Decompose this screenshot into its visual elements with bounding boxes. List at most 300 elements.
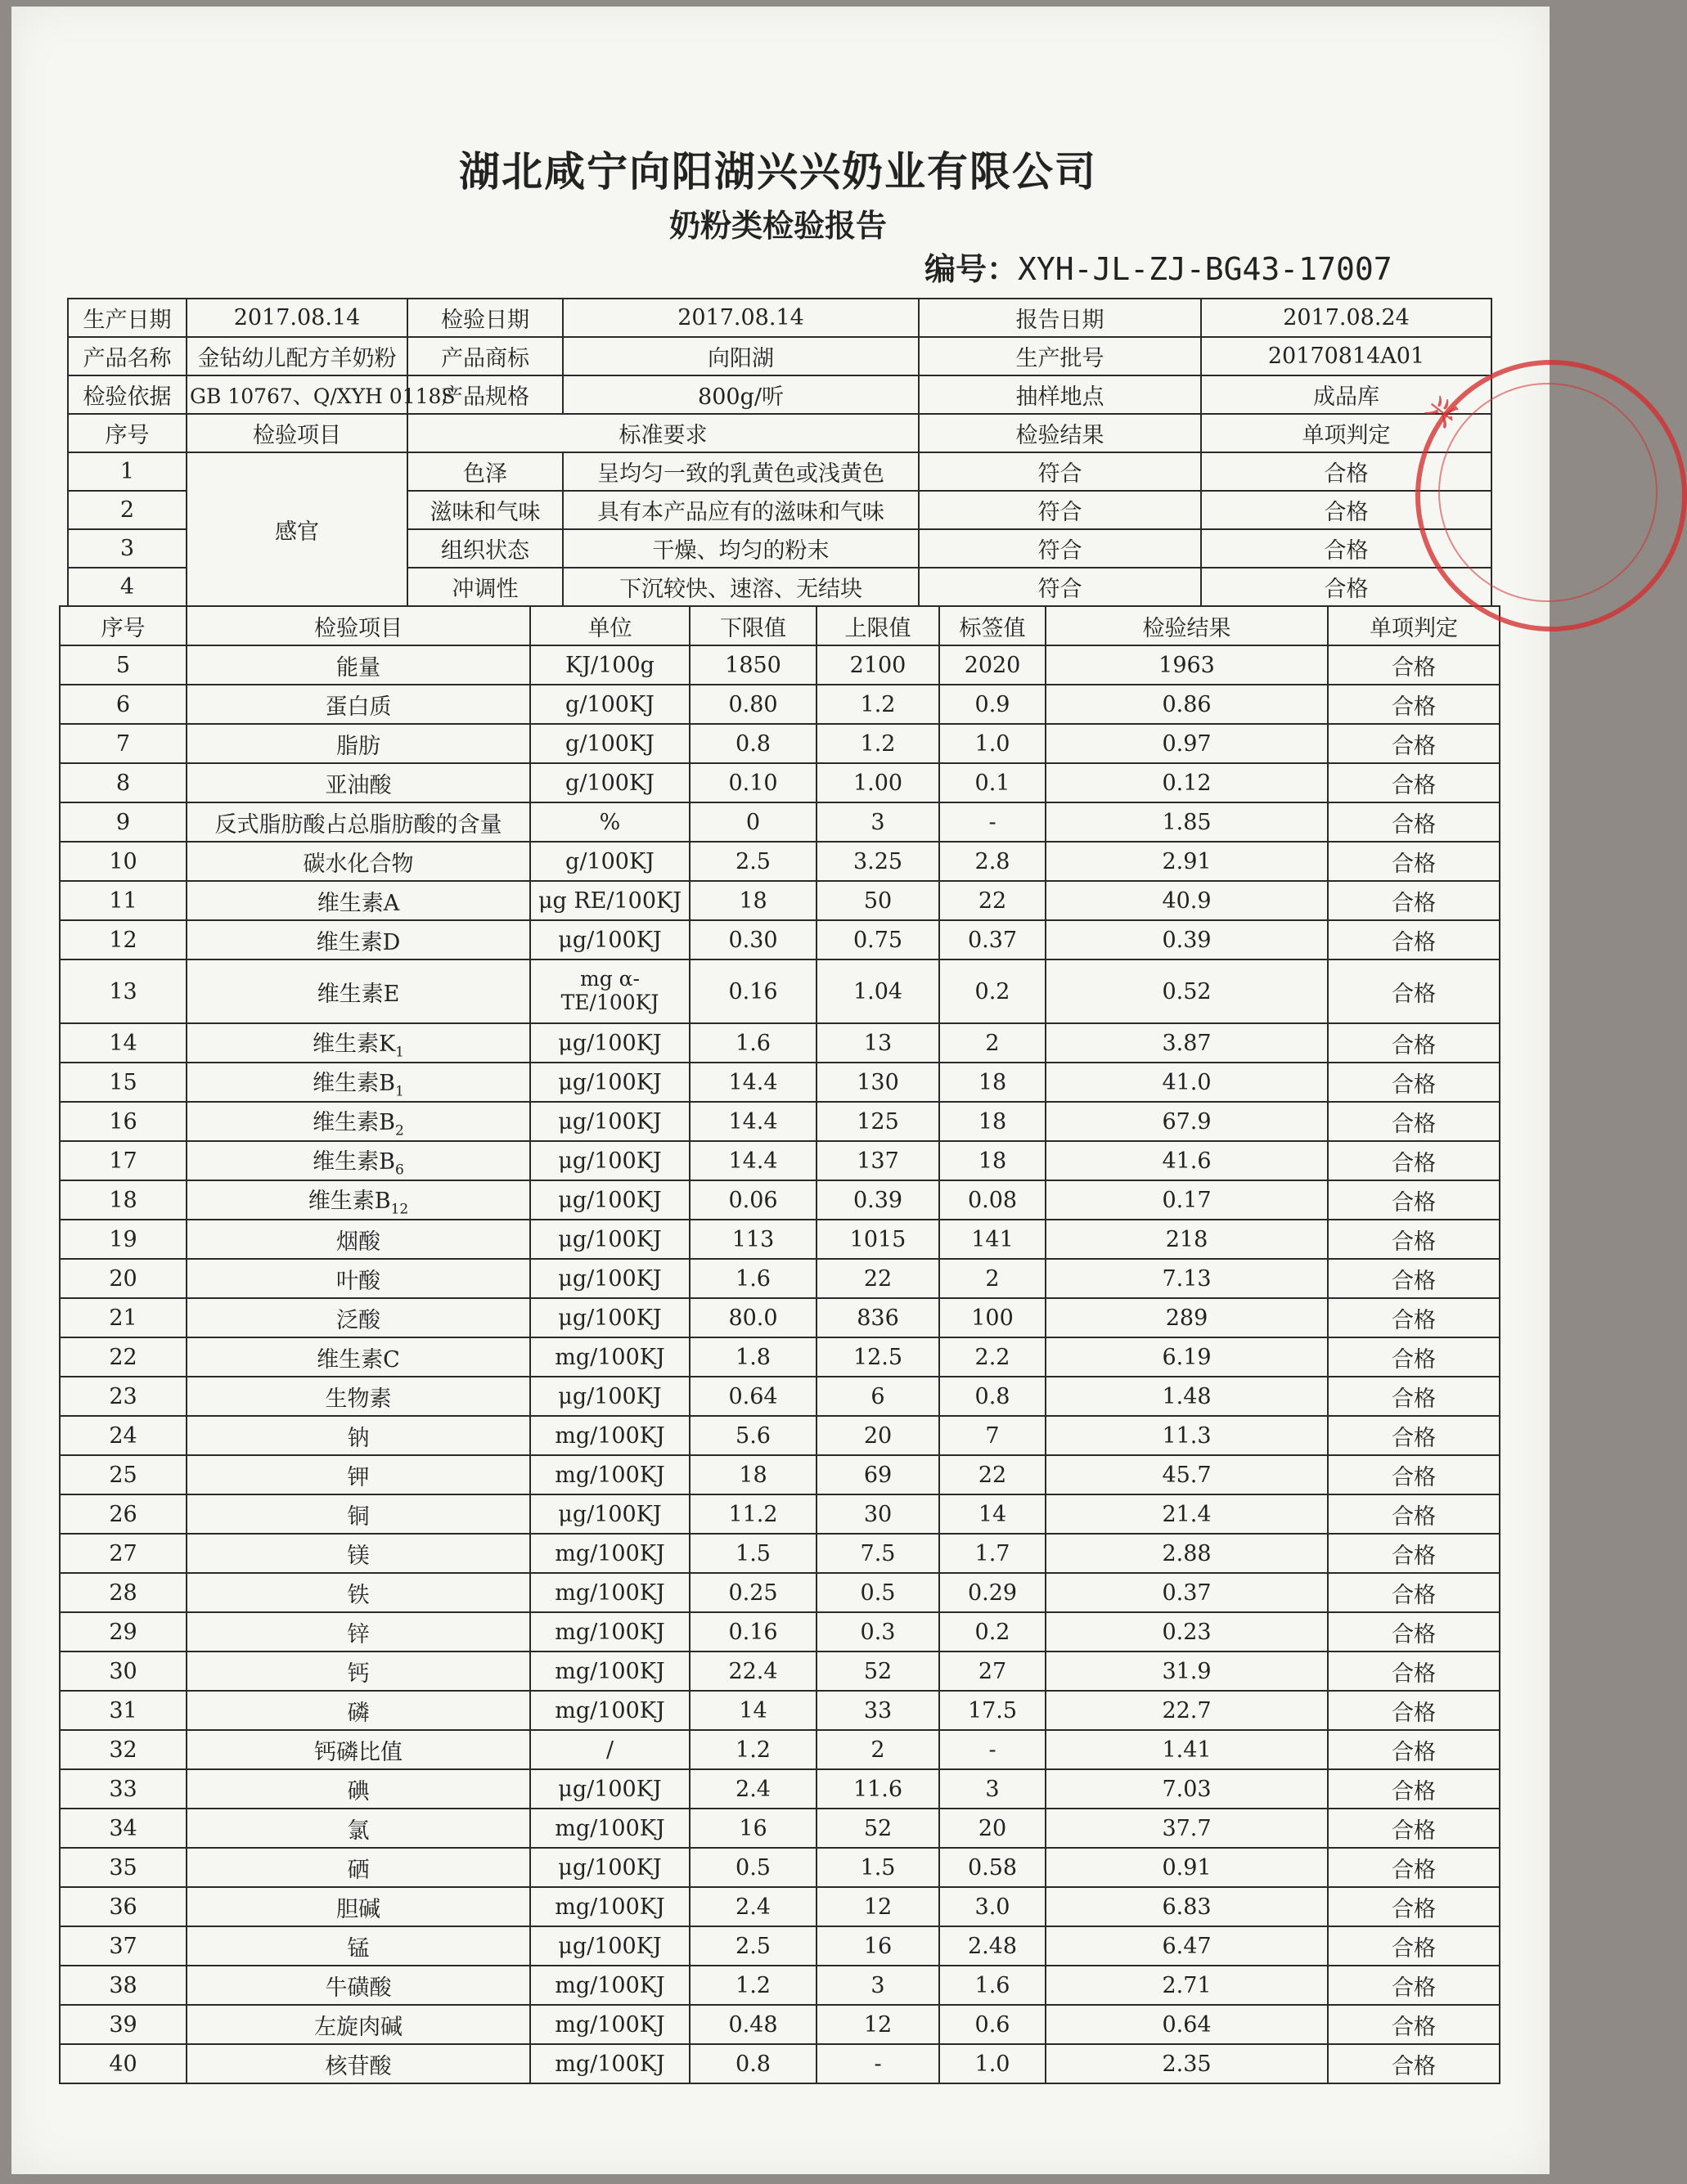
sensory-attr: 滋味和气味 [407,491,563,529]
table-row [60,1180,1500,1220]
test-result: 6.83 [1046,1887,1328,1926]
upper-limit: 13 [817,1023,939,1063]
upper-limit: 1015 [817,1220,939,1259]
test-result: 40.9 [1046,881,1328,920]
label-value: 0.9 [939,685,1046,724]
lower-limit: 5.6 [690,1416,817,1455]
label-value: 1.0 [939,724,1046,763]
header-result: 检验结果 [919,414,1201,452]
upper-limit: 836 [817,1298,939,1337]
table-row [60,1220,1500,1259]
brand-value: 向阳湖 [563,337,919,375]
item-name: 钙磷比值 [187,1730,530,1769]
label-value: 18 [939,1063,1046,1102]
label-value: 17.5 [939,1691,1046,1730]
judgment: 合格 [1328,1809,1500,1848]
table-row [60,1141,1500,1180]
header-upper: 上限值 [817,606,939,645]
report-date-label: 报告日期 [919,299,1201,337]
test-result: 0.52 [1046,959,1328,1023]
lower-limit: 0 [690,802,817,842]
item-name: 碳水化合物 [187,842,530,881]
sensory-requirement: 下沉较快、速溶、无结块 [563,568,919,606]
lower-limit: 0.48 [690,2005,817,2044]
upper-limit: 3 [817,802,939,842]
label-value: 7 [939,1416,1046,1455]
judgment: 合格 [1328,959,1500,1023]
item-name: 锰 [187,1926,530,1966]
unit: μg/100KJ [530,1023,690,1063]
lower-limit: 1.5 [690,1534,817,1573]
sensory-requirement: 具有本产品应有的滋味和气味 [563,491,919,529]
table-row [60,1848,1500,1887]
label-value: 22 [939,881,1046,920]
row-no: 23 [60,1377,187,1416]
row-no: 31 [60,1691,187,1730]
judgment: 合格 [1328,724,1500,763]
nutrition-header-row [60,606,1500,645]
unit: μg RE/100KJ [530,881,690,920]
unit: μg/100KJ [530,1377,690,1416]
row-no: 10 [60,842,187,881]
judgment: 合格 [1328,842,1500,881]
test-result: 3.87 [1046,1023,1328,1063]
unit: mg/100KJ [530,1612,690,1651]
table-row [60,1534,1500,1573]
table-row [60,1612,1500,1651]
row-no: 5 [60,645,187,685]
upper-limit: 20 [817,1416,939,1455]
company-seal-stamp [1415,360,1687,631]
label-value: 27 [939,1651,1046,1691]
lower-limit: 14.4 [690,1141,817,1180]
unit: mg/100KJ [530,1651,690,1691]
item-name [187,1023,530,1063]
label-value: 0.8 [939,1377,1046,1416]
row-no: 35 [60,1848,187,1887]
row-no: 36 [60,1887,187,1926]
table-row [60,802,1500,842]
row-no: 19 [60,1220,187,1259]
header-judgment: 单项判定 [1201,414,1491,452]
test-result: 6.47 [1046,1926,1328,1966]
judgment: 合格 [1328,2044,1500,2083]
table-row [60,1494,1500,1534]
upper-limit: 0.3 [817,1612,939,1651]
judgment: 合格 [1328,1063,1500,1102]
header-no: 序号 [60,606,187,645]
header-unit: 单位 [530,606,690,645]
judgment: 合格 [1328,1848,1500,1887]
upper-limit: 6 [817,1377,939,1416]
table-row [60,2044,1500,2083]
table-row [60,920,1500,959]
lower-limit: 22.4 [690,1651,817,1691]
label-value: 0.6 [939,2005,1046,2044]
item-name-base: 维生素B [313,1148,395,1175]
header-lower: 下限值 [690,606,817,645]
label-value: 2.8 [939,842,1046,881]
test-result: 7.13 [1046,1259,1328,1298]
lower-limit: 0.16 [690,959,817,1023]
item-name-base: 维生素B [313,1070,395,1096]
sensory-result: 符合 [919,568,1201,606]
upper-limit: 0.5 [817,1573,939,1612]
judgment: 合格 [1328,1926,1500,1966]
upper-limit: 1.2 [817,724,939,763]
test-result: 2.35 [1046,2044,1328,2083]
row-no: 21 [60,1298,187,1337]
lower-limit: 0.06 [690,1180,817,1220]
upper-limit: 3.25 [817,842,939,881]
table-row [60,1259,1500,1298]
test-result: 2.88 [1046,1534,1328,1573]
test-result: 21.4 [1046,1494,1328,1534]
sensory-header-row [68,414,1491,452]
upper-limit: 16 [817,1926,939,1966]
unit: mg/100KJ [530,2044,690,2083]
item-name [187,1063,530,1102]
judgment: 合格 [1328,1534,1500,1573]
label-value: 100 [939,1298,1046,1337]
lower-limit: 2.5 [690,842,817,881]
lower-limit: 2.5 [690,1926,817,1966]
unit: g/100KJ [530,763,690,802]
label-value: 18 [939,1102,1046,1141]
judgment: 合格 [1328,1023,1500,1063]
table-row [60,1377,1500,1416]
label-value: 0.58 [939,1848,1046,1887]
table-row [60,1769,1500,1809]
row-no: 2 [68,491,187,529]
row-no: 11 [60,881,187,920]
lower-limit: 0.8 [690,724,817,763]
header-judgment: 单项判定 [1328,606,1500,645]
label-value: 2.2 [939,1337,1046,1377]
test-result: 0.39 [1046,920,1328,959]
unit: μg/100KJ [530,1298,690,1337]
item-name: 泛酸 [187,1298,530,1337]
basis-value: GB 10767、Q/XYH 0118S [187,375,407,414]
judgment: 合格 [1328,1416,1500,1455]
row-no: 37 [60,1926,187,1966]
lower-limit: 14.4 [690,1063,817,1102]
unit: g/100KJ [530,724,690,763]
table-row [60,1887,1500,1926]
judgment: 合格 [1328,881,1500,920]
lower-limit: 1.8 [690,1337,817,1377]
judgment: 合格 [1328,1769,1500,1809]
item-name: 钠 [187,1416,530,1455]
unit: g/100KJ [530,842,690,881]
item-name-subscript: 6 [395,1162,404,1179]
test-result: 1.85 [1046,802,1328,842]
test-result: 1.48 [1046,1377,1328,1416]
test-result: 0.37 [1046,1573,1328,1612]
doc-number [924,244,1392,289]
spec-value: 800g/听 [563,375,919,414]
row-no: 25 [60,1455,187,1494]
row-no: 29 [60,1612,187,1651]
unit: % [530,802,690,842]
label-value: 0.08 [939,1180,1046,1220]
report-date-value: 2017.08.24 [1201,299,1491,337]
label-value: 1.0 [939,2044,1046,2083]
table-row [60,645,1500,685]
row-no: 16 [60,1102,187,1141]
row-no: 40 [60,2044,187,2083]
upper-limit: 1.2 [817,685,939,724]
upper-limit: 2 [817,1730,939,1769]
unit: mg/100KJ [530,2005,690,2044]
row-no: 34 [60,1809,187,1848]
item-name-subscript: 1 [395,1083,404,1100]
table-row [60,1730,1500,1769]
item-name: 钙 [187,1651,530,1691]
lower-limit: 0.5 [690,1848,817,1887]
upper-limit: 12 [817,1887,939,1926]
upper-limit: 1.00 [817,763,939,802]
lower-limit: 1.6 [690,1023,817,1063]
item-name [187,1102,530,1141]
item-name: 铁 [187,1573,530,1612]
item-name: 铜 [187,1494,530,1534]
lower-limit: 1.2 [690,1966,817,2005]
item-name: 磷 [187,1691,530,1730]
label-value: - [939,1730,1046,1769]
lower-limit: 1850 [690,645,817,685]
lower-limit: 0.25 [690,1573,817,1612]
row-no: 30 [60,1651,187,1691]
test-result: 218 [1046,1220,1328,1259]
upper-limit: 2100 [817,645,939,685]
sensory-judgment: 合格 [1201,568,1491,606]
test-result: 45.7 [1046,1455,1328,1494]
info-row [68,299,1491,337]
row-no: 28 [60,1573,187,1612]
table-row [60,1063,1500,1102]
judgment: 合格 [1328,1966,1500,2005]
row-no: 33 [60,1769,187,1809]
item-name-base: 维生素B [313,1109,395,1135]
judgment: 合格 [1328,763,1500,802]
sensory-requirement: 干燥、均匀的粉末 [563,529,919,568]
item-name: 生物素 [187,1377,530,1416]
judgment: 合格 [1328,1220,1500,1259]
lower-limit: 0.16 [690,1612,817,1651]
header-item: 检验项目 [187,414,407,452]
unit: μg/100KJ [530,1141,690,1180]
product-name-value: 金钻幼儿配方羊奶粉 [187,337,407,375]
item-name: 反式脂肪酸占总脂肪酸的含量 [187,802,530,842]
test-result: 67.9 [1046,1102,1328,1141]
test-result: 1.41 [1046,1730,1328,1769]
sensory-judgment: 合格 [1201,491,1491,529]
unit: μg/100KJ [530,1220,690,1259]
label-value: 2 [939,1259,1046,1298]
row-no: 24 [60,1416,187,1455]
upper-limit: 11.6 [817,1769,939,1809]
table-row [60,1298,1500,1337]
row-no: 3 [68,529,187,568]
unit: μg/100KJ [530,1180,690,1220]
production-date-label: 生产日期 [68,299,187,337]
table-row [60,724,1500,763]
test-result: 0.64 [1046,2005,1328,2044]
lower-limit: 14 [690,1691,817,1730]
item-name: 锌 [187,1612,530,1651]
lower-limit: 2.4 [690,1769,817,1809]
unit: / [530,1730,690,1769]
test-result: 0.12 [1046,763,1328,802]
item-name: 维生素D [187,920,530,959]
item-name: 镁 [187,1534,530,1573]
table-row [60,1809,1500,1848]
sensory-judgment: 合格 [1201,529,1491,568]
item-name-base: 维生素K [313,1031,396,1057]
unit: KJ/100g [530,645,690,685]
test-result: 41.6 [1046,1141,1328,1180]
row-no: 15 [60,1063,187,1102]
lower-limit: 1.6 [690,1259,817,1298]
row-no: 1 [68,452,187,491]
table-row [60,1416,1500,1455]
upper-limit: 130 [817,1063,939,1102]
judgment: 合格 [1328,920,1500,959]
table-row [60,1573,1500,1612]
item-name: 胆碱 [187,1887,530,1926]
item-name-subscript: 2 [395,1122,404,1139]
test-result: 6.19 [1046,1337,1328,1377]
seal-inner-ring [1438,383,1658,602]
item-name: 核苷酸 [187,2044,530,2083]
unit: μg/100KJ [530,1926,690,1966]
info-row [68,375,1491,414]
test-result: 2.91 [1046,842,1328,881]
lower-limit: 80.0 [690,1298,817,1337]
seal-text: 兴 [1420,390,1463,434]
report-title: 奶粉类检验报告 [668,208,887,244]
row-no: 6 [60,685,187,724]
judgment: 合格 [1328,1377,1500,1416]
row-no: 18 [60,1180,187,1220]
table-row [60,685,1500,724]
header-result: 检验结果 [1046,606,1328,645]
unit: μg/100KJ [530,1769,690,1809]
test-result: 41.0 [1046,1063,1328,1102]
upper-limit: 22 [817,1259,939,1298]
judgment: 合格 [1328,645,1500,685]
lower-limit: 0.64 [690,1377,817,1416]
item-name: 烟酸 [187,1220,530,1259]
unit: mg/100KJ [530,1573,690,1612]
judgment: 合格 [1328,1102,1500,1141]
item-name: 左旋肉碱 [187,2005,530,2044]
unit: mg/100KJ [530,1691,690,1730]
lower-limit: 16 [690,1809,817,1848]
judgment: 合格 [1328,1494,1500,1534]
table-row [60,1691,1500,1730]
upper-limit: 3 [817,1966,939,2005]
label-value: 141 [939,1220,1046,1259]
unit: μg/100KJ [530,1259,690,1298]
item-name [187,1141,530,1180]
inspection-date-label: 检验日期 [407,299,563,337]
judgment: 合格 [1328,1259,1500,1298]
judgment: 合格 [1328,685,1500,724]
label-value: 2020 [939,645,1046,685]
label-value: 20 [939,1809,1046,1848]
judgment: 合格 [1328,2005,1500,2044]
upper-limit: 1.5 [817,1848,939,1887]
lower-limit: 113 [690,1220,817,1259]
judgment: 合格 [1328,1180,1500,1220]
row-no: 38 [60,1966,187,2005]
judgment: 合格 [1328,1612,1500,1651]
label-value: 0.1 [939,763,1046,802]
item-name-subscript: 1 [395,1044,404,1061]
row-no: 8 [60,763,187,802]
table-row [60,1455,1500,1494]
table-row [60,881,1500,920]
row-no: 27 [60,1534,187,1573]
judgment: 合格 [1328,1298,1500,1337]
item-name: 碘 [187,1769,530,1809]
test-result: 22.7 [1046,1691,1328,1730]
unit: mg/100KJ [530,1455,690,1494]
test-result: 11.3 [1046,1416,1328,1455]
test-result: 0.23 [1046,1612,1328,1651]
info-sensory-table [67,298,1492,607]
company-name: 湖北咸宁向阳湖兴兴奶业有限公司 [459,148,1097,195]
sensory-result: 符合 [919,529,1201,568]
unit: μg/100KJ [530,1063,690,1102]
judgment: 合格 [1328,1887,1500,1926]
unit: mg/100KJ [530,1416,690,1455]
upper-limit: 69 [817,1455,939,1494]
header-label: 标签值 [939,606,1046,645]
test-result: 0.86 [1046,685,1328,724]
production-date-value: 2017.08.14 [187,299,407,337]
test-result: 37.7 [1046,1809,1328,1848]
lower-limit: 1.2 [690,1730,817,1769]
label-value: 0.2 [939,959,1046,1023]
row-no: 9 [60,802,187,842]
item-name: 蛋白质 [187,685,530,724]
unit: mg/100KJ [530,1809,690,1848]
label-value: 3 [939,1769,1046,1809]
upper-limit: 52 [817,1809,939,1848]
row-no: 39 [60,2005,187,2044]
unit: μg/100KJ [530,1848,690,1887]
upper-limit: 33 [817,1691,939,1730]
judgment: 合格 [1328,1691,1500,1730]
nutrition-table [59,605,1500,2084]
batch-value: 20170814A01 [1201,337,1491,375]
item-name: 氯 [187,1809,530,1848]
row-no: 26 [60,1494,187,1534]
test-result: 0.17 [1046,1180,1328,1220]
upper-limit: 0.75 [817,920,939,959]
judgment: 合格 [1328,1573,1500,1612]
row-no: 14 [60,1023,187,1063]
judgment: 合格 [1328,1730,1500,1769]
upper-limit: 7.5 [817,1534,939,1573]
label-value: 2 [939,1023,1046,1063]
header-item: 检验项目 [187,606,530,645]
sample-location-value: 成品库 [1201,375,1491,414]
unit: mg α-TE/100KJ [530,959,690,1023]
